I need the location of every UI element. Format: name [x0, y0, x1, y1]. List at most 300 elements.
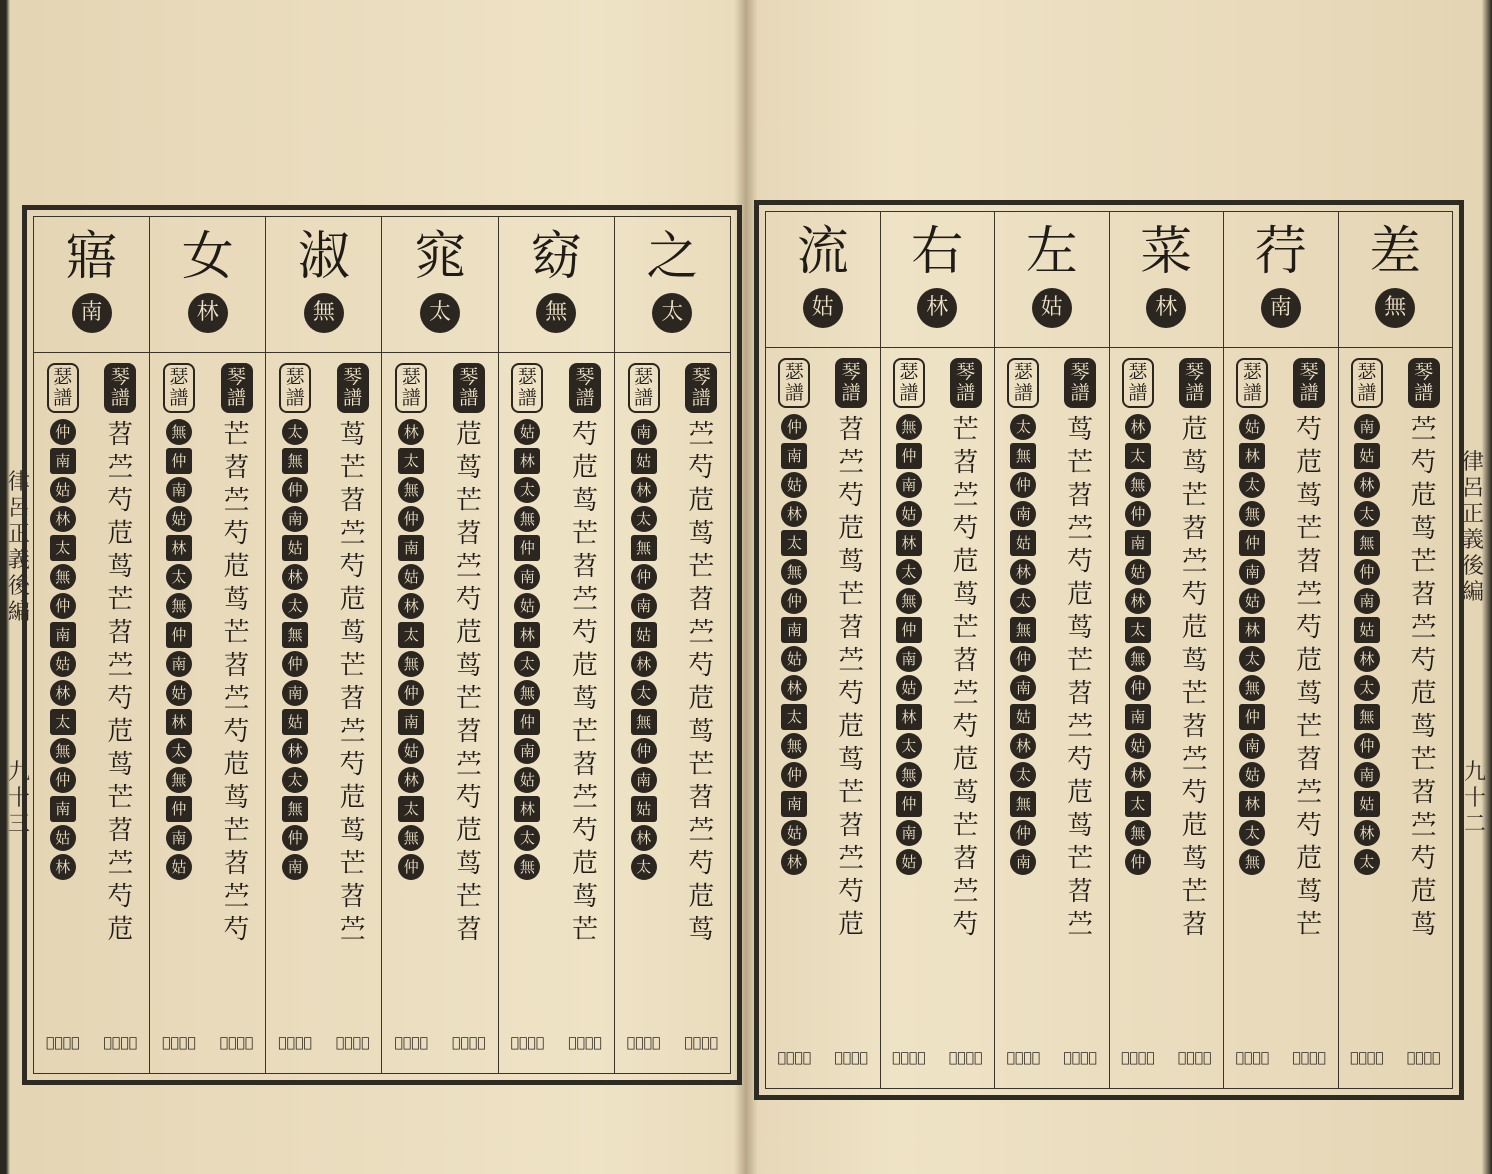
tablature-glyph: 苊: [1410, 481, 1437, 511]
tablature-glyph: 芒: [1296, 514, 1323, 544]
column-body: [266, 353, 381, 1073]
pitch-seal: 南: [72, 293, 112, 333]
tablature-glyph: 茑: [1067, 415, 1094, 445]
pitch-note: 仲: [166, 448, 192, 474]
tablature-glyph: 苎: [1067, 712, 1094, 742]
pitch-note: 仲: [781, 414, 807, 440]
tablature-glyph: 苕: [223, 849, 250, 879]
pitch-note: 林: [282, 738, 308, 764]
qin-label: 琴譜: [569, 363, 601, 413]
tablature-glyph: 芒: [952, 415, 979, 445]
tablature-glyph: 茑: [107, 750, 134, 780]
tablature-glyph: 芍: [1296, 415, 1323, 445]
footer-marker: 𠃎三弓𠂉: [278, 1035, 312, 1051]
pitch-note: 林: [398, 767, 424, 793]
tablature-glyph: 芍: [1296, 811, 1323, 841]
tablature-glyph: 苕: [838, 811, 865, 841]
se-pitches: [382, 419, 440, 880]
tablature-glyph: 苊: [339, 783, 366, 813]
tablature-glyph: 芒: [455, 882, 482, 912]
pitch-note: 林: [1354, 820, 1380, 846]
tablature-glyph: 芒: [107, 783, 134, 813]
tablature-glyph: 芒: [572, 717, 599, 747]
pitch-note: 仲: [282, 477, 308, 503]
pitch-note: 林: [166, 709, 192, 735]
pitch-note: 林: [1125, 588, 1151, 614]
tablature-glyph: 苎: [952, 679, 979, 709]
qin-tablature: [1166, 414, 1223, 942]
lyric-character: 寤: [65, 227, 118, 287]
se-label: 瑟譜: [1351, 358, 1383, 408]
tablature-glyph: 苕: [223, 651, 250, 681]
pitch-note: 太: [631, 506, 657, 532]
pitch-note: 南: [1239, 559, 1265, 585]
column-body: [881, 348, 995, 1088]
pitch-note: 無: [1125, 472, 1151, 498]
footer-marker: 𠃎三弓𠂉: [1235, 1050, 1270, 1066]
tablature-glyph: 苕: [1067, 481, 1094, 511]
tablature-glyph: 苊: [572, 849, 599, 879]
lyric-column: [994, 212, 1109, 1088]
lyric-character: 左: [1025, 222, 1078, 282]
tablature-glyph: 茑: [1181, 448, 1208, 478]
pitch-note: 仲: [398, 854, 424, 880]
pitch-note: 無: [166, 419, 192, 445]
tablature-glyph: 苎: [455, 750, 482, 780]
pitch-seal: 無: [536, 293, 576, 333]
pitch-note: 林: [398, 593, 424, 619]
tablature-glyph: 茑: [223, 585, 250, 615]
tablature-glyph: 茑: [339, 618, 366, 648]
pitch-note: 姑: [896, 675, 922, 701]
tablature-glyph: 茑: [1296, 481, 1323, 511]
tablature-glyph: 芍: [688, 849, 715, 879]
tablature-glyph: 芍: [1410, 448, 1437, 478]
pitch-note: 無: [514, 854, 540, 880]
qin-label: 琴譜: [221, 363, 253, 413]
pitch-note: 太: [1010, 762, 1036, 788]
pitch-note: 仲: [1010, 472, 1036, 498]
se-label: 瑟譜: [279, 363, 311, 413]
pitch-note: 姑: [1239, 414, 1265, 440]
tablature-glyph: 苎: [838, 646, 865, 676]
tablature-glyph: 苕: [1296, 547, 1323, 577]
tablature-glyph: 苊: [1296, 646, 1323, 676]
tablature-glyph: 芒: [1296, 712, 1323, 742]
tablature-glyph: 苊: [107, 915, 134, 945]
pitch-note: 姑: [631, 622, 657, 648]
tablature-glyph: 芒: [223, 816, 250, 846]
pitch-note: 南: [1354, 588, 1380, 614]
qin-label: 琴譜: [1064, 358, 1096, 408]
pitch-note: 林: [1010, 733, 1036, 759]
column-head: [266, 217, 381, 353]
pitch-note: 無: [282, 448, 308, 474]
se-notation: [34, 353, 92, 1073]
tablature-glyph: 苎: [339, 915, 366, 945]
tablature-glyph: 芒: [1067, 844, 1094, 874]
pitch-note: 仲: [896, 443, 922, 469]
column-head: [150, 217, 265, 353]
se-pitches: [881, 414, 938, 875]
lyric-column: [498, 217, 614, 1073]
tablature-glyph: 茑: [339, 420, 366, 450]
left-frame: [22, 205, 742, 1085]
tablature-glyph: 芒: [952, 811, 979, 841]
tablature-glyph: 苊: [455, 618, 482, 648]
tablature-glyph: 苕: [1181, 712, 1208, 742]
pitch-note: 南: [1010, 849, 1036, 875]
tablature-glyph: 芒: [838, 778, 865, 808]
tablature-glyph: 苊: [1410, 877, 1437, 907]
tablature-glyph: 芒: [1067, 646, 1094, 676]
tablature-glyph: 苎: [952, 481, 979, 511]
tablature-glyph: 芍: [1067, 745, 1094, 775]
lyric-character: 女: [181, 227, 234, 287]
pitch-note: 南: [166, 477, 192, 503]
pitch-note: 姑: [896, 849, 922, 875]
pitch-note: 太: [1239, 820, 1265, 846]
tablature-glyph: 芒: [107, 585, 134, 615]
tablature-glyph: 苕: [838, 415, 865, 445]
pitch-note: 無: [631, 709, 657, 735]
tablature-glyph: 芍: [1410, 646, 1437, 676]
pitch-note: 太: [398, 622, 424, 648]
footer-marker: 𠃎三弓𠂉: [162, 1035, 196, 1051]
tablature-glyph: 苊: [952, 547, 979, 577]
pitch-note: 南: [282, 854, 308, 880]
lyric-column: [265, 217, 381, 1073]
pitch-note: 無: [781, 733, 807, 759]
pitch-note: 仲: [166, 622, 192, 648]
pitch-note: 仲: [896, 791, 922, 817]
se-pitches: [766, 414, 823, 875]
pitch-note: 無: [1125, 820, 1151, 846]
se-label: 瑟譜: [47, 363, 79, 413]
pitch-seal: 姑: [803, 288, 843, 328]
column-head: [995, 212, 1109, 348]
pitch-seal: 無: [304, 293, 344, 333]
pitch-note: 太: [50, 535, 76, 561]
pitch-note: 無: [896, 414, 922, 440]
se-notation: [1224, 348, 1281, 1088]
pitch-note: 太: [282, 419, 308, 445]
pitch-note: 仲: [781, 588, 807, 614]
pitch-note: 無: [1354, 704, 1380, 730]
qin-notation: [823, 348, 880, 1088]
qin-tablature: [1052, 414, 1109, 942]
pitch-note: 無: [1125, 646, 1151, 672]
qin-label: 琴譜: [337, 363, 369, 413]
pitch-note: 仲: [1125, 849, 1151, 875]
tablature-glyph: 苎: [339, 717, 366, 747]
pitch-note: 南: [1125, 530, 1151, 556]
footer-marker: 𠃎三弓𠂉: [45, 1035, 80, 1051]
pitch-note: 仲: [282, 651, 308, 677]
footer-marker: 𠃎三弓𠂉: [892, 1050, 926, 1066]
pitch-note: 姑: [282, 535, 308, 561]
lyric-character: 荇: [1254, 222, 1307, 282]
tablature-glyph: 苎: [688, 420, 715, 450]
pitch-note: 仲: [1125, 675, 1151, 701]
qin-tablature: [92, 419, 150, 947]
tablature-glyph: 茑: [688, 717, 715, 747]
tablature-glyph: 芍: [952, 514, 979, 544]
qin-label: 琴譜: [1408, 358, 1440, 408]
tablature-glyph: 苊: [572, 651, 599, 681]
pitch-note: 姑: [282, 709, 308, 735]
tablature-glyph: 芍: [1181, 778, 1208, 808]
tablature-glyph: 苕: [1067, 877, 1094, 907]
tablature-glyph: 苕: [1181, 910, 1208, 940]
qin-label: 琴譜: [1293, 358, 1325, 408]
tablature-glyph: 芒: [838, 580, 865, 610]
tablature-glyph: 苕: [455, 519, 482, 549]
pitch-note: 南: [50, 622, 76, 648]
pitch-note: 南: [781, 791, 807, 817]
tablature-glyph: 芒: [339, 453, 366, 483]
lyric-column: [381, 217, 497, 1073]
qin-label: 琴譜: [453, 363, 485, 413]
right-frame: [754, 200, 1464, 1100]
pitch-note: 姑: [896, 501, 922, 527]
se-label: 瑟譜: [1236, 358, 1268, 408]
qin-notation: [324, 353, 382, 1073]
pitch-note: 仲: [514, 709, 540, 735]
lyric-column: [880, 212, 995, 1088]
pitch-note: 太: [896, 733, 922, 759]
pitch-note: 仲: [514, 535, 540, 561]
qin-tablature: [208, 419, 266, 947]
tablature-glyph: 苊: [952, 745, 979, 775]
pitch-note: 太: [166, 738, 192, 764]
tablature-glyph: 苊: [1067, 778, 1094, 808]
qin-notation: [1395, 348, 1452, 1088]
tablature-glyph: 芒: [1067, 448, 1094, 478]
tablature-glyph: 苊: [688, 486, 715, 516]
qin-notation: [1166, 348, 1223, 1088]
tablature-glyph: 芒: [339, 651, 366, 681]
pitch-note: 林: [1239, 791, 1265, 817]
pitch-note: 林: [514, 448, 540, 474]
tablature-glyph: 苕: [1296, 745, 1323, 775]
tablature-glyph: 芍: [107, 684, 134, 714]
pitch-note: 仲: [1239, 530, 1265, 556]
pitch-note: 林: [631, 651, 657, 677]
tablature-glyph: 苊: [1181, 613, 1208, 643]
pitch-note: 姑: [1010, 704, 1036, 730]
pitch-note: 無: [282, 796, 308, 822]
pitch-note: 林: [514, 622, 540, 648]
tablature-glyph: 苎: [223, 684, 250, 714]
column-head: [34, 217, 149, 353]
pitch-note: 姑: [1354, 617, 1380, 643]
tablature-glyph: 芍: [455, 585, 482, 615]
qin-tablature: [1395, 414, 1452, 942]
pitch-note: 無: [631, 535, 657, 561]
se-label: 瑟譜: [1007, 358, 1039, 408]
pitch-note: 南: [631, 419, 657, 445]
pitch-note: 太: [631, 680, 657, 706]
pitch-note: 南: [282, 506, 308, 532]
tablature-glyph: 茑: [455, 849, 482, 879]
tablature-glyph: 苎: [1181, 745, 1208, 775]
qin-label: 琴譜: [685, 363, 717, 413]
pitch-note: 無: [50, 564, 76, 590]
pitch-seal: 無: [1375, 288, 1415, 328]
se-notation: [150, 353, 208, 1073]
tablature-glyph: 苎: [1296, 580, 1323, 610]
pitch-note: 仲: [896, 617, 922, 643]
pitch-seal: 太: [652, 293, 692, 333]
se-pitches: [499, 419, 557, 880]
footer-marker: 𠃎三弓𠂉: [1292, 1050, 1326, 1066]
tablature-glyph: 苊: [572, 453, 599, 483]
qin-tablature: [672, 419, 730, 947]
se-notation: [881, 348, 938, 1088]
column-head: [499, 217, 614, 353]
lyric-character: 之: [646, 227, 699, 287]
qin-tablature: [440, 419, 498, 947]
tablature-glyph: 苕: [107, 618, 134, 648]
se-pitches: [34, 419, 92, 880]
se-label: 瑟譜: [511, 363, 543, 413]
tablature-glyph: 苊: [223, 750, 250, 780]
tablature-glyph: 芍: [223, 519, 250, 549]
pitch-note: 林: [1125, 762, 1151, 788]
tablature-glyph: 芍: [455, 783, 482, 813]
tablature-glyph: 苎: [107, 849, 134, 879]
tablature-glyph: 苕: [952, 646, 979, 676]
pitch-note: 無: [398, 825, 424, 851]
tablature-glyph: 苊: [1067, 580, 1094, 610]
pitch-note: 林: [1010, 559, 1036, 585]
pitch-note: 南: [514, 564, 540, 590]
pitch-note: 姑: [50, 477, 76, 503]
pitch-note: 仲: [166, 796, 192, 822]
tablature-glyph: 芒: [1410, 547, 1437, 577]
tablature-glyph: 苊: [455, 816, 482, 846]
footer-marker: 𠃎三弓𠂉: [219, 1035, 254, 1051]
tablature-glyph: 芍: [952, 910, 979, 940]
tablature-glyph: 芍: [572, 618, 599, 648]
tablature-glyph: 芒: [1181, 877, 1208, 907]
pitch-note: 太: [1239, 646, 1265, 672]
tablature-glyph: 苎: [223, 882, 250, 912]
lyric-character: 菜: [1140, 222, 1193, 282]
tablature-glyph: 芍: [838, 481, 865, 511]
tablature-glyph: 芍: [107, 486, 134, 516]
tablature-glyph: 茑: [838, 547, 865, 577]
pitch-note: 太: [398, 796, 424, 822]
column-body: [1224, 348, 1338, 1088]
footer-marker: 𠃎三弓𠂉: [1121, 1050, 1155, 1066]
pitch-note: 林: [631, 477, 657, 503]
pitch-note: 無: [1354, 530, 1380, 556]
pitch-note: 無: [1239, 675, 1265, 701]
footer-marker: 𠃎三弓𠂉: [568, 1035, 602, 1051]
tablature-glyph: 茑: [223, 783, 250, 813]
pitch-note: 姑: [631, 796, 657, 822]
pitch-note: 姑: [781, 472, 807, 498]
se-pitches: [1224, 414, 1281, 875]
column-body: [382, 353, 497, 1073]
pitch-note: 姑: [781, 646, 807, 672]
lyric-column: [149, 217, 265, 1073]
tablature-glyph: 苕: [455, 717, 482, 747]
qin-notation: [1281, 348, 1338, 1088]
column-head: [881, 212, 995, 348]
pitch-note: 太: [631, 854, 657, 880]
qin-notation: [672, 353, 730, 1073]
right-columns: [766, 212, 1452, 1088]
tablature-glyph: 苎: [1296, 778, 1323, 808]
pitch-note: 太: [1125, 617, 1151, 643]
pitch-note: 林: [896, 704, 922, 730]
pitch-note: 無: [398, 477, 424, 503]
pitch-note: 林: [1354, 646, 1380, 672]
pitch-note: 姑: [514, 767, 540, 793]
tablature-glyph: 芍: [838, 679, 865, 709]
tablature-glyph: 苊: [1296, 448, 1323, 478]
pitch-note: 南: [1354, 762, 1380, 788]
tablature-glyph: 苎: [572, 585, 599, 615]
tablature-glyph: 茑: [838, 745, 865, 775]
pitch-seal: 林: [917, 288, 957, 328]
pitch-note: 林: [50, 854, 76, 880]
pitch-note: 無: [1239, 849, 1265, 875]
footer-marker: 𠃎三弓𠂉: [1063, 1050, 1097, 1066]
footer-marker: 𠃎三弓𠂉: [948, 1050, 983, 1066]
pitch-note: 南: [1125, 704, 1151, 730]
tablature-glyph: 芒: [1181, 679, 1208, 709]
footer-marker: 𠃎三弓𠂉: [1406, 1050, 1441, 1066]
qin-notation: [92, 353, 150, 1073]
pitch-note: 林: [1239, 443, 1265, 469]
pitch-seal: 林: [1146, 288, 1186, 328]
pitch-note: 姑: [1125, 559, 1151, 585]
pitch-note: 南: [631, 593, 657, 619]
pitch-note: 南: [896, 820, 922, 846]
footer-marker: 𠃎三弓𠂉: [777, 1050, 812, 1066]
tablature-glyph: 苎: [838, 844, 865, 874]
tablature-glyph: 茑: [339, 816, 366, 846]
pitch-note: 姑: [166, 680, 192, 706]
tablature-glyph: 苎: [688, 816, 715, 846]
lyric-column: [34, 217, 149, 1073]
pitch-note: 南: [166, 651, 192, 677]
tablature-glyph: 苕: [455, 915, 482, 945]
tablature-glyph: 芍: [1181, 580, 1208, 610]
se-notation: [382, 353, 440, 1073]
qin-tablature: [823, 414, 880, 942]
lyric-character: 流: [796, 222, 849, 282]
tablature-glyph: 苊: [688, 684, 715, 714]
tablature-glyph: 茑: [688, 519, 715, 549]
tablature-glyph: 茑: [572, 486, 599, 516]
lyric-character: 窈: [530, 227, 583, 287]
pitch-note: 林: [514, 796, 540, 822]
pitch-note: 太: [1125, 791, 1151, 817]
pitch-note: 無: [166, 767, 192, 793]
qin-notation: [937, 348, 994, 1088]
column-body: [1339, 348, 1453, 1088]
pitch-note: 南: [398, 535, 424, 561]
column-head: [1339, 212, 1453, 348]
tablature-glyph: 芍: [1296, 613, 1323, 643]
pitch-note: 林: [1239, 617, 1265, 643]
pitch-note: 姑: [1125, 733, 1151, 759]
